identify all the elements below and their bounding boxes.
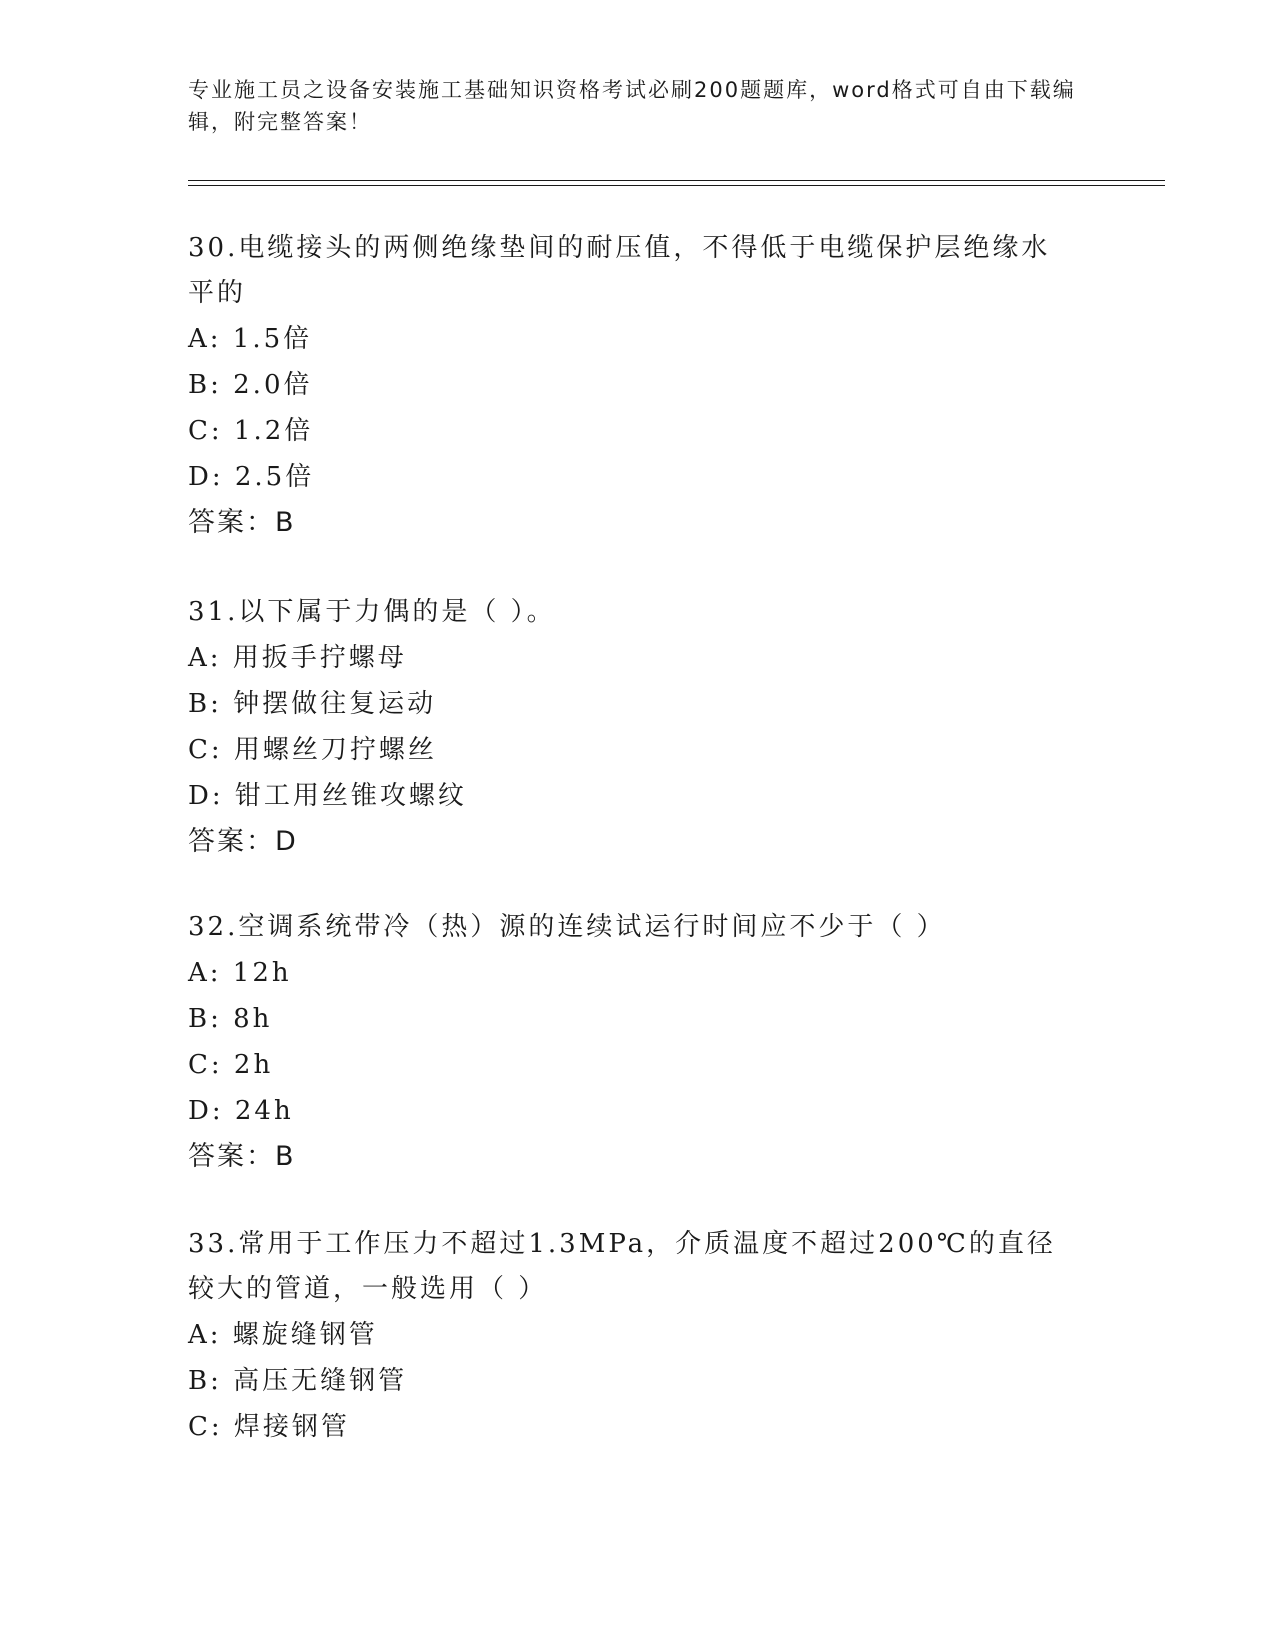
option-a: A: 用扳手拧螺母 [188,643,407,673]
question-stem: 33.常用于工作压力不超过1.3MPa，介质温度不超过200℃的直径较大的管道，一般选用（ ） [188,1229,1056,1304]
option-a: A: 螺旋缝钢管 [188,1320,378,1350]
option-c: C: 用螺丝刀拧螺丝 [188,735,437,765]
question-stem: 31.以下属于力偶的是（ ）。 [188,597,556,627]
option-d: D: 2.5倍 [188,462,315,492]
option-a: A: 1.5倍 [188,324,313,354]
question-stem: 30.电缆接头的两侧绝缘垫间的耐压值，不得低于电缆保护层绝缘水平的 [188,233,1051,308]
answer-label: 答案：B [188,507,296,538]
option-d: D: 钳工用丝锥攻螺纹 [188,781,467,811]
question-31 [188,590,1078,865]
option-c: C: 焊接钢管 [188,1412,350,1442]
question-33 [188,1222,1078,1450]
question-32 [188,905,1078,1180]
option-c: C: 1.2倍 [188,416,314,446]
option-d: D: 24h [188,1096,294,1126]
document-header: 专业施工员之设备安装施工基础知识资格考试必刷200题题库，word格式可自由下载编辑，附完整答案！ [188,78,1076,134]
question-stem: 32.空调系统带冷（热）源的连续试运行时间应不少于（ ） [188,912,946,942]
option-b: B: 高压无缝钢管 [188,1366,408,1396]
question-30 [188,226,1078,546]
option-c: C: 2h [188,1050,274,1080]
header-divider-bottom [188,185,1165,186]
answer-label: 答案：B [188,1141,296,1172]
header-divider-top [188,180,1165,181]
option-b: B: 2.0倍 [188,370,313,400]
option-a: A: 12h [188,958,292,988]
answer-label: 答案：D [188,826,298,857]
option-b: B: 钟摆做往复运动 [188,689,437,719]
option-b: B: 8h [188,1004,273,1034]
